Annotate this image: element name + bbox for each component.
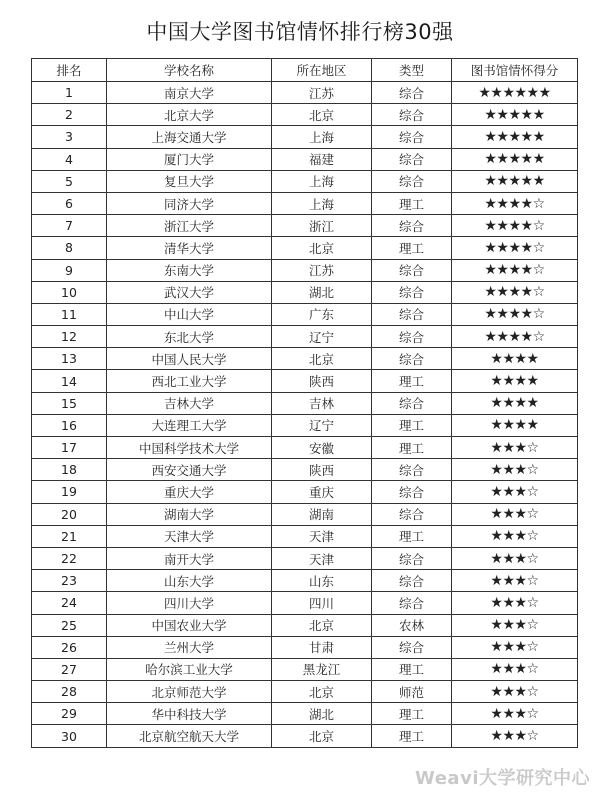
table-row xyxy=(32,636,578,658)
type-cell: 理工 xyxy=(372,525,452,547)
region-cell: 安徽 xyxy=(272,437,372,459)
school-name-cell: 厦门大学 xyxy=(107,148,272,170)
score-stars-cell: ★★★★★ xyxy=(452,148,578,170)
score-stars-cell: ★★★★★ xyxy=(452,126,578,148)
school-name-cell: 大连理工大学 xyxy=(107,414,272,436)
table-row xyxy=(32,348,578,370)
type-cell: 综合 xyxy=(372,503,452,525)
rank-cell: 21 xyxy=(32,525,107,547)
type-cell: 综合 xyxy=(372,570,452,592)
score-stars-cell: ★★★☆ xyxy=(452,570,578,592)
score-stars-cell: ★★★☆ xyxy=(452,703,578,725)
type-cell: 综合 xyxy=(372,148,452,170)
rank-cell: 13 xyxy=(32,348,107,370)
table-row xyxy=(32,148,578,170)
type-cell: 综合 xyxy=(372,170,452,192)
type-cell: 综合 xyxy=(372,126,452,148)
school-name-cell: 中国人民大学 xyxy=(107,348,272,370)
table-row xyxy=(32,658,578,680)
type-cell: 理工 xyxy=(372,237,452,259)
type-cell: 综合 xyxy=(372,82,452,104)
rank-cell: 23 xyxy=(32,570,107,592)
rank-cell: 25 xyxy=(32,614,107,636)
school-name-cell: 山东大学 xyxy=(107,570,272,592)
table-row xyxy=(32,725,578,747)
school-name-cell: 兰州大学 xyxy=(107,636,272,658)
table-row xyxy=(32,392,578,414)
score-stars-cell: ★★★★ xyxy=(452,392,578,414)
type-cell: 综合 xyxy=(372,303,452,325)
type-cell: 理工 xyxy=(372,192,452,214)
rank-cell: 4 xyxy=(32,148,107,170)
table-row xyxy=(32,82,578,104)
type-cell: 理工 xyxy=(372,658,452,680)
type-cell: 综合 xyxy=(372,392,452,414)
table-row xyxy=(32,303,578,325)
type-cell: 综合 xyxy=(372,636,452,658)
score-stars-cell: ★★★☆ xyxy=(452,658,578,680)
table-row xyxy=(32,503,578,525)
school-name-cell: 华中科技大学 xyxy=(107,703,272,725)
rank-cell: 1 xyxy=(32,82,107,104)
watermark: Weavi大学研究中心 xyxy=(415,768,590,789)
rank-cell: 7 xyxy=(32,215,107,237)
region-cell: 天津 xyxy=(272,547,372,569)
school-name-cell: 中国农业大学 xyxy=(107,614,272,636)
school-name-cell: 天津大学 xyxy=(107,525,272,547)
table-row xyxy=(32,614,578,636)
table-row xyxy=(32,237,578,259)
score-stars-cell: ★★★★★ xyxy=(452,104,578,126)
rank-cell: 11 xyxy=(32,303,107,325)
table-row xyxy=(32,525,578,547)
header-row xyxy=(32,59,578,82)
score-stars-cell: ★★★★☆ xyxy=(452,215,578,237)
score-stars-cell: ★★★★ xyxy=(452,370,578,392)
table-row xyxy=(32,192,578,214)
type-cell: 综合 xyxy=(372,104,452,126)
score-stars-cell: ★★★★★★ xyxy=(452,82,578,104)
type-cell: 综合 xyxy=(372,348,452,370)
school-name-cell: 北京航空航天大学 xyxy=(107,725,272,747)
school-name-cell: 重庆大学 xyxy=(107,481,272,503)
region-cell: 黑龙江 xyxy=(272,658,372,680)
table-row xyxy=(32,414,578,436)
table-row xyxy=(32,281,578,303)
table-row xyxy=(32,259,578,281)
ranking-table xyxy=(31,58,578,748)
score-stars-cell: ★★★☆ xyxy=(452,525,578,547)
score-stars-cell: ★★★☆ xyxy=(452,503,578,525)
region-cell: 吉林 xyxy=(272,392,372,414)
region-cell: 北京 xyxy=(272,237,372,259)
region-cell: 重庆 xyxy=(272,481,372,503)
score-stars-cell: ★★★☆ xyxy=(452,681,578,703)
rank-cell: 16 xyxy=(32,414,107,436)
score-stars-cell: ★★★★ xyxy=(452,414,578,436)
rank-cell: 20 xyxy=(32,503,107,525)
rank-cell: 2 xyxy=(32,104,107,126)
table-row xyxy=(32,215,578,237)
region-cell: 上海 xyxy=(272,126,372,148)
type-cell: 综合 xyxy=(372,281,452,303)
header-school-name: 学校名称 xyxy=(107,59,272,82)
header-score: 图书馆情怀得分 xyxy=(452,59,578,82)
table-row xyxy=(32,326,578,348)
school-name-cell: 上海交通大学 xyxy=(107,126,272,148)
school-name-cell: 武汉大学 xyxy=(107,281,272,303)
region-cell: 江苏 xyxy=(272,259,372,281)
score-stars-cell: ★★★☆ xyxy=(452,459,578,481)
school-name-cell: 东北大学 xyxy=(107,326,272,348)
score-stars-cell: ★★★★☆ xyxy=(452,259,578,281)
region-cell: 天津 xyxy=(272,525,372,547)
score-stars-cell: ★★★☆ xyxy=(452,437,578,459)
type-cell: 综合 xyxy=(372,326,452,348)
table-row xyxy=(32,547,578,569)
region-cell: 甘肃 xyxy=(272,636,372,658)
type-cell: 理工 xyxy=(372,370,452,392)
page-title: 中国大学图书馆情怀排行榜30强 xyxy=(146,20,454,44)
school-name-cell: 中国科学技术大学 xyxy=(107,437,272,459)
score-stars-cell: ★★★★☆ xyxy=(452,192,578,214)
score-stars-cell: ★★★★★ xyxy=(452,170,578,192)
table-row xyxy=(32,104,578,126)
type-cell: 师范 xyxy=(372,681,452,703)
school-name-cell: 复旦大学 xyxy=(107,170,272,192)
region-cell: 上海 xyxy=(272,192,372,214)
rank-cell: 3 xyxy=(32,126,107,148)
region-cell: 陕西 xyxy=(272,370,372,392)
region-cell: 福建 xyxy=(272,148,372,170)
region-cell: 北京 xyxy=(272,725,372,747)
rank-cell: 27 xyxy=(32,658,107,680)
rank-cell: 17 xyxy=(32,437,107,459)
rank-cell: 9 xyxy=(32,259,107,281)
school-name-cell: 南开大学 xyxy=(107,547,272,569)
rank-cell: 30 xyxy=(32,725,107,747)
school-name-cell: 北京大学 xyxy=(107,104,272,126)
rank-cell: 24 xyxy=(32,592,107,614)
score-stars-cell: ★★★★ xyxy=(452,348,578,370)
score-stars-cell: ★★★★☆ xyxy=(452,326,578,348)
region-cell: 北京 xyxy=(272,614,372,636)
table-row xyxy=(32,481,578,503)
region-cell: 江苏 xyxy=(272,82,372,104)
rank-cell: 8 xyxy=(32,237,107,259)
region-cell: 北京 xyxy=(272,348,372,370)
school-name-cell: 湖南大学 xyxy=(107,503,272,525)
school-name-cell: 四川大学 xyxy=(107,592,272,614)
rank-cell: 18 xyxy=(32,459,107,481)
rank-cell: 26 xyxy=(32,636,107,658)
region-cell: 浙江 xyxy=(272,215,372,237)
type-cell: 理工 xyxy=(372,703,452,725)
rank-cell: 29 xyxy=(32,703,107,725)
region-cell: 北京 xyxy=(272,681,372,703)
region-cell: 湖北 xyxy=(272,281,372,303)
score-stars-cell: ★★★☆ xyxy=(452,592,578,614)
region-cell: 上海 xyxy=(272,170,372,192)
school-name-cell: 北京师范大学 xyxy=(107,681,272,703)
score-stars-cell: ★★★☆ xyxy=(452,725,578,747)
region-cell: 陕西 xyxy=(272,459,372,481)
header-region: 所在地区 xyxy=(272,59,372,82)
rank-cell: 12 xyxy=(32,326,107,348)
school-name-cell: 同济大学 xyxy=(107,192,272,214)
rank-cell: 15 xyxy=(32,392,107,414)
type-cell: 理工 xyxy=(372,414,452,436)
type-cell: 理工 xyxy=(372,725,452,747)
table-row xyxy=(32,126,578,148)
type-cell: 综合 xyxy=(372,259,452,281)
rank-cell: 6 xyxy=(32,192,107,214)
school-name-cell: 西安交通大学 xyxy=(107,459,272,481)
school-name-cell: 中山大学 xyxy=(107,303,272,325)
type-cell: 综合 xyxy=(372,592,452,614)
type-cell: 理工 xyxy=(372,437,452,459)
type-cell: 综合 xyxy=(372,459,452,481)
region-cell: 湖北 xyxy=(272,703,372,725)
region-cell: 辽宁 xyxy=(272,414,372,436)
score-stars-cell: ★★★☆ xyxy=(452,636,578,658)
school-name-cell: 西北工业大学 xyxy=(107,370,272,392)
rank-cell: 28 xyxy=(32,681,107,703)
school-name-cell: 吉林大学 xyxy=(107,392,272,414)
table-row xyxy=(32,703,578,725)
table-row xyxy=(32,437,578,459)
school-name-cell: 哈尔滨工业大学 xyxy=(107,658,272,680)
school-name-cell: 东南大学 xyxy=(107,259,272,281)
region-cell: 辽宁 xyxy=(272,326,372,348)
table-row xyxy=(32,592,578,614)
table-row xyxy=(32,459,578,481)
rank-cell: 19 xyxy=(32,481,107,503)
score-stars-cell: ★★★☆ xyxy=(452,614,578,636)
school-name-cell: 清华大学 xyxy=(107,237,272,259)
region-cell: 北京 xyxy=(272,104,372,126)
table-row xyxy=(32,570,578,592)
table-row xyxy=(32,170,578,192)
type-cell: 综合 xyxy=(372,215,452,237)
score-stars-cell: ★★★☆ xyxy=(452,481,578,503)
school-name-cell: 南京大学 xyxy=(107,82,272,104)
region-cell: 广东 xyxy=(272,303,372,325)
score-stars-cell: ★★★★☆ xyxy=(452,237,578,259)
table-row xyxy=(32,681,578,703)
score-stars-cell: ★★★★☆ xyxy=(452,281,578,303)
type-cell: 综合 xyxy=(372,481,452,503)
score-stars-cell: ★★★★☆ xyxy=(452,303,578,325)
rank-cell: 10 xyxy=(32,281,107,303)
rank-cell: 14 xyxy=(32,370,107,392)
region-cell: 四川 xyxy=(272,592,372,614)
rank-cell: 22 xyxy=(32,547,107,569)
type-cell: 综合 xyxy=(372,547,452,569)
score-stars-cell: ★★★☆ xyxy=(452,547,578,569)
table-row xyxy=(32,370,578,392)
type-cell: 农林 xyxy=(372,614,452,636)
header-rank: 排名 xyxy=(32,59,107,82)
region-cell: 山东 xyxy=(272,570,372,592)
region-cell: 湖南 xyxy=(272,503,372,525)
rank-cell: 5 xyxy=(32,170,107,192)
header-type: 类型 xyxy=(372,59,452,82)
school-name-cell: 浙江大学 xyxy=(107,215,272,237)
